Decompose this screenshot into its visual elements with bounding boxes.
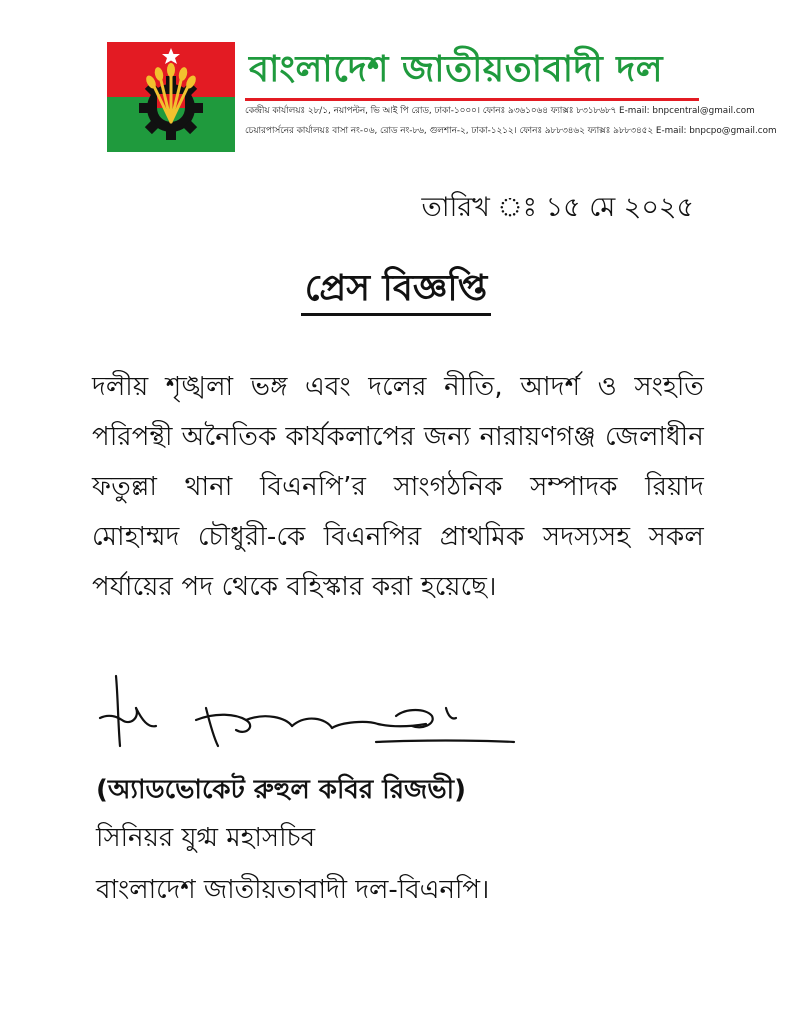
party-name-heading: বাংলাদেশ জাতীয়তাবাদী দল	[249, 49, 664, 90]
letterhead	[107, 42, 777, 154]
letterhead-divider	[245, 98, 699, 101]
handwritten-signature	[96, 668, 526, 760]
press-release-title	[0, 265, 792, 313]
signatory-organization: বাংলাদেশ জাতীয়তাবাদী দল-বিএনপি।	[96, 875, 490, 905]
chairperson-office-address: চেয়ারপার্সনের কার্যালয়ঃ বাসা নং-০৬, রোড নং-৮৬, গুলশান-২, ঢাকা-১২১২। ফোনঃ ৯৮৮৩৪৬২ ফ্যাক্সঃ ৯৮৮৩৪৫২ E-mail: bnpcpo@gmail.com	[245, 126, 777, 136]
press-release-title-text: প্রেস বিজ্ঞপ্তি	[301, 268, 491, 316]
party-flag-logo	[107, 42, 235, 152]
sheaf-gear-emblem-icon	[107, 42, 235, 152]
signatory-name: (অ্যাডভোকেট রুহুল কবির রিজভী)	[96, 775, 466, 805]
press-release-body: দলীয় শৃঙ্খলা ভঙ্গ এবং দলের নীতি, আদর্শ ও সংহতি পরিপন্থী অনৈতিক কার্যকলাপের জন্য নারায়ণগঞ্জ জেলাধীন ফতুল্লা থানা বিএনপি’র সাংগঠনিক সম্পাদক রিয়াদ মোহাম্মদ চৌধুরী-কে বিএনপির প্রাথমিক সদস্যসহ সকল পর্যায়ের পদ থেকে বহিস্কার করা হয়েছে।	[92, 372, 704, 602]
central-office-address: কেন্দ্রীয় কার্যালয়ঃ ২৮/১, নয়াপল্টন, ভি আই পি রোড, ঢাকা-১০০০। ফোনঃ ৯৩৬১০৬৪ ফ্যাক্সঃ ৮৩১৮৬৮৭ E-mail: bnpcentral@gmail.com	[245, 106, 755, 116]
date-line: তারিখ ঃ ১৫ মে ২০২৫	[421, 192, 694, 223]
signatory-designation: সিনিয়র যুগ্ম মহাসচিব	[96, 823, 316, 853]
